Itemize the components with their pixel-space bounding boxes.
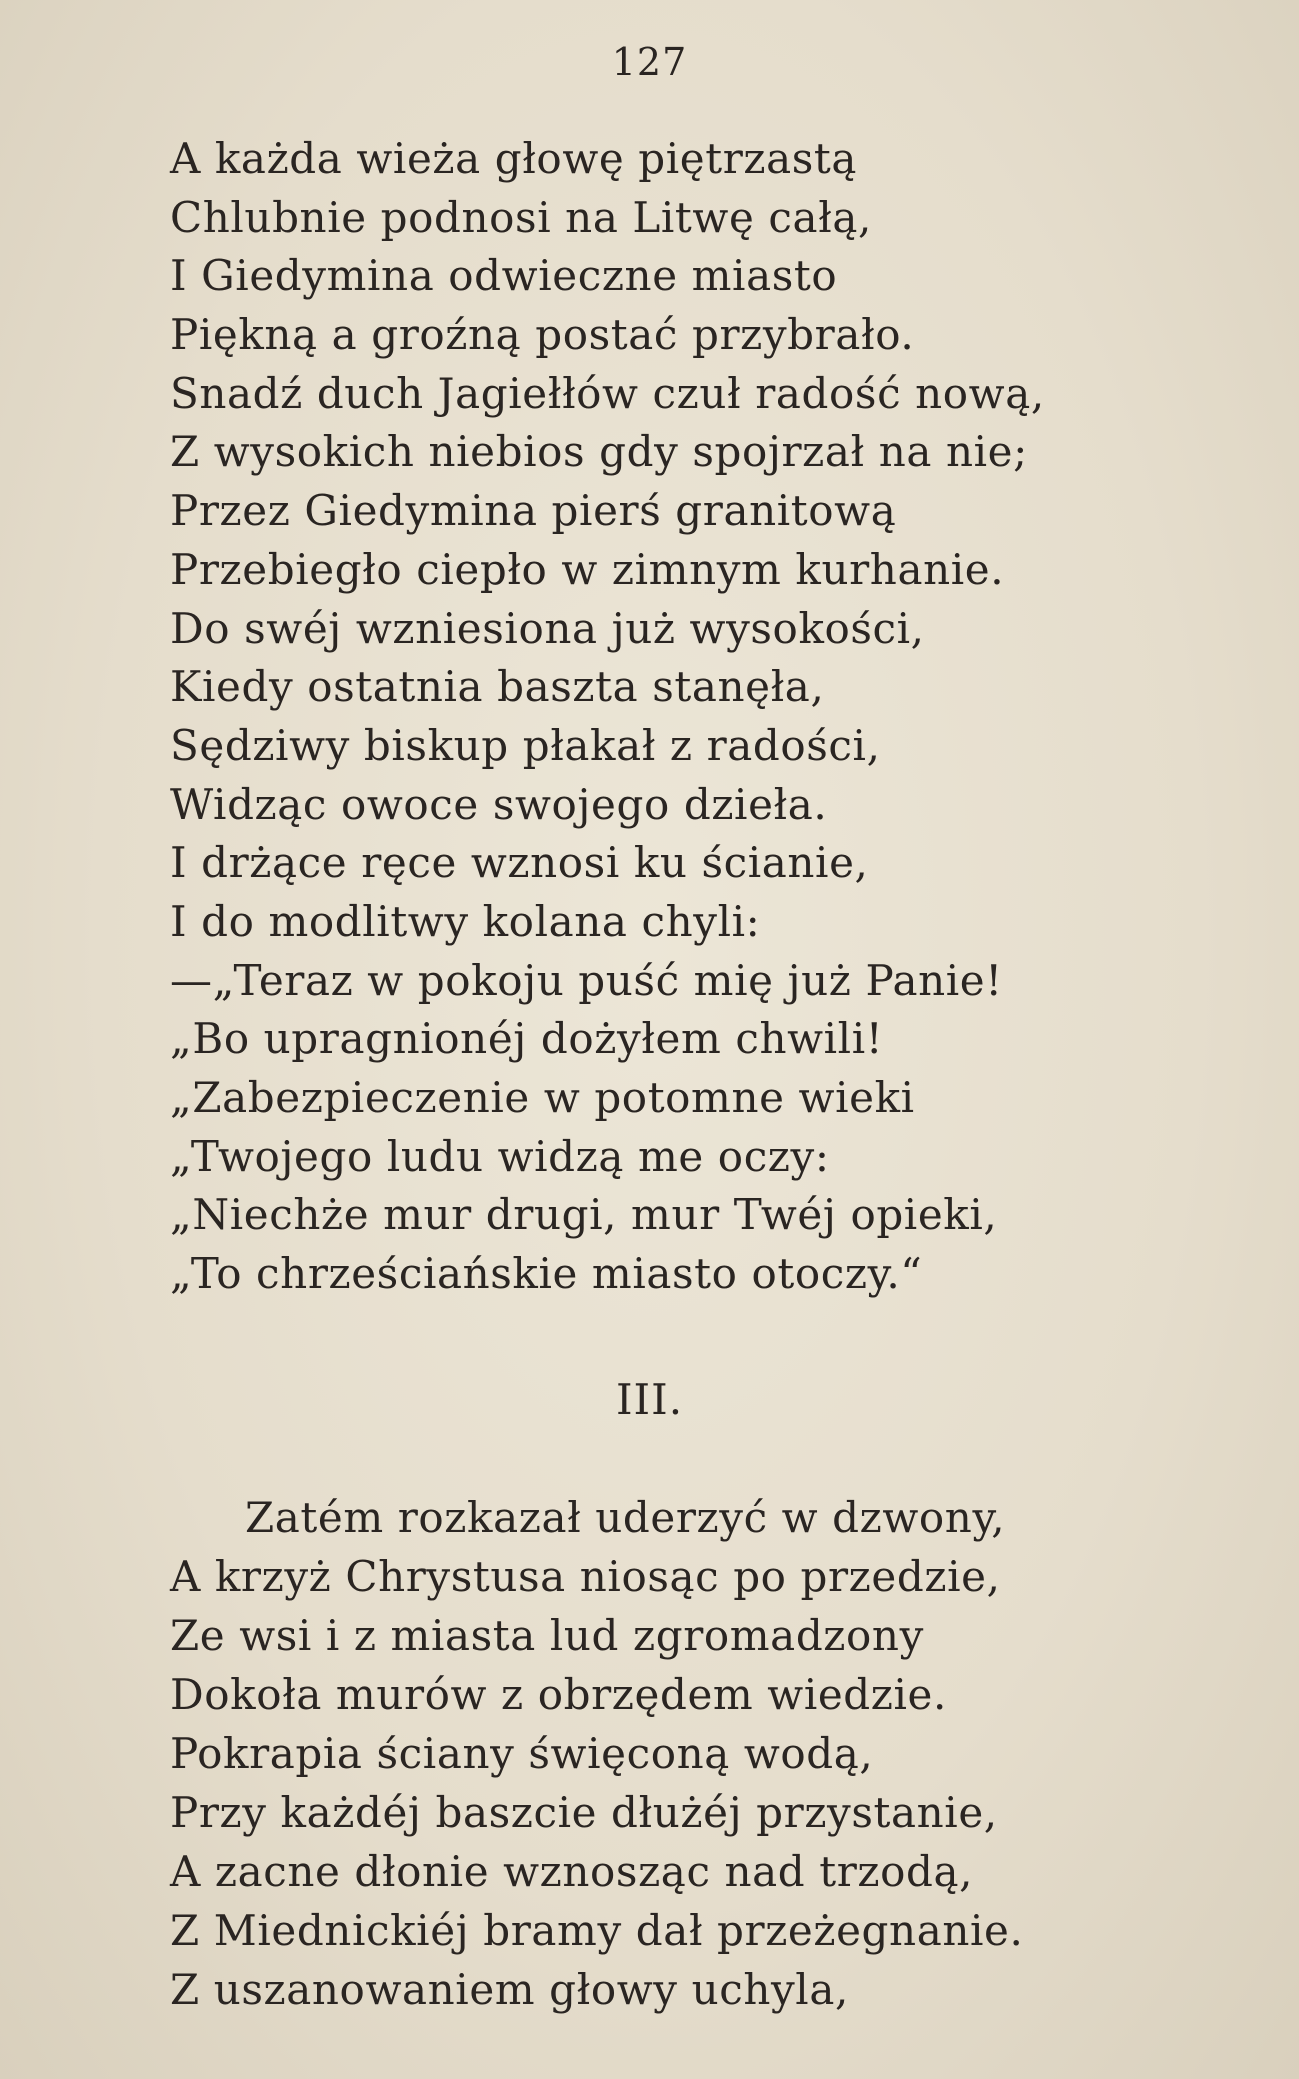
verse-line: Kiedy ostatnia baszta stanęła, <box>170 662 825 712</box>
verse-line: A każda wieża głowę piętrzastą <box>170 134 858 183</box>
verse-line: Sędziwy biskup płakał z radości, <box>170 720 881 770</box>
verse-line: Chlubnie podnosi na Litwę całą, <box>170 192 872 242</box>
verse-line: Dokoła murów z obrzędem wiedzie. <box>170 1670 947 1719</box>
stanza-2 <box>170 1488 1250 2019</box>
verse-line: „To chrześciańskie miasto otoczy.“ <box>170 1249 923 1299</box>
section-heading: III. <box>615 1375 684 1424</box>
verse-line: „Bo upragnionéj dożyłem chwili! <box>170 1014 884 1064</box>
verse-line: „Twojego ludu widzą me oczy: <box>170 1131 830 1181</box>
verse-line: A krzyż Chrystusa niosąc po przedzie, <box>170 1552 1001 1601</box>
verse-line: Pokrapia ściany święconą wodą, <box>170 1729 874 1778</box>
page-number: 127 <box>611 40 688 84</box>
verse-line: Piękną a groźną postać przybrało. <box>170 310 915 360</box>
verse-line: Zatém rozkazał uderzyć w dzwony, <box>245 1493 1006 1542</box>
stanza-1 <box>170 130 1250 1304</box>
verse-line: „Niechże mur drugi, mur Twéj opieki, <box>170 1190 998 1240</box>
verse-line: I Giedymina odwieczne miasto <box>170 251 838 301</box>
verse-line: „Zabezpieczenie w potomne wieki <box>170 1073 915 1122</box>
verse-line: I drżące ręce wznosi ku ścianie, <box>170 838 869 888</box>
verse-line: —„Teraz w pokoju puść mię już Panie! <box>170 955 1003 1005</box>
verse-line: Ze wsi i z miasta lud zgromadzony <box>170 1611 924 1660</box>
verse-line: Przy każdéj baszcie dłużéj przystanie, <box>170 1788 998 1837</box>
verse-line: Z Miednickiéj bramy dał przeżegnanie. <box>170 1906 1024 1955</box>
verse-line: Snadź duch Jagiełłów czuł radość nową, <box>170 368 1045 418</box>
verse-line: Z wysokich niebios gdy spojrzał na nie; <box>170 427 1028 477</box>
verse-line: Do swéj wzniesiona już wysokości, <box>170 603 925 653</box>
verse-line: A zacne dłonie wznosząc nad trzodą, <box>170 1847 974 1896</box>
verse-line: Z uszanowaniem głowy uchyla, <box>170 1965 849 2014</box>
verse-line: Przez Giedymina pierś granitową <box>170 486 897 536</box>
verse-line: Przebiegło ciepło w zimnym kurhanie. <box>170 544 1005 594</box>
verse-line: Widząc owoce swojego dzieła. <box>170 779 828 829</box>
verse-line: I do modlitwy kolana chyli: <box>170 896 761 946</box>
